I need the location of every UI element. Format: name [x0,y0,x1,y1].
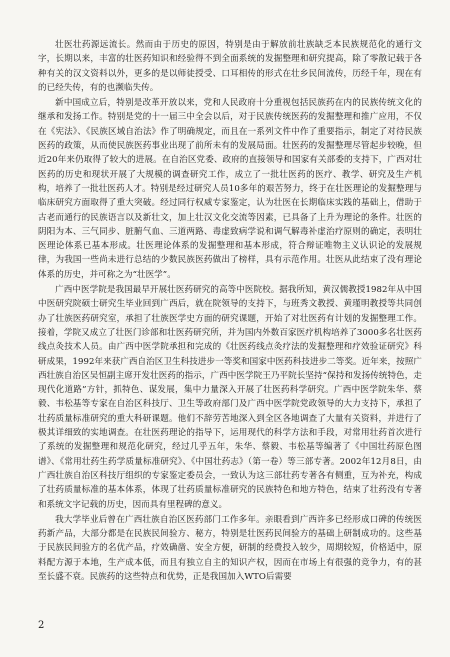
paragraph-1: 壮医壮药源远流长。然而由于历史的原因，特别是由于解放前壮族缺乏本民族规范化的通行文字，长期以来，丰富的壮医药知识和经验得不到全面系统的发掘整理和研究提高，除了零散记载于各种有关的汉文资料以外，更多的是以师徒授受、口耳相传的形式在壮乡民间流传，历经千年，现在有的已经失传，有的也濒临失传。 [38,40,422,93]
paragraph-2: 新中国成立后，特别是改革开放以来，党和人民政府十分重视包括民族药在内的民族传统文化的继承和发扬工作。特别是党的十一届三中全会以后，对于民族传统医药的发掘整理和推广应用，不仅在《宪法》、《民族区域自治法》作了明确规定，而且在一系列文件中作了重要指示，制定了对待民族医药的政策，从而使民族医药事业出现了前所未有的发展局面。壮医药的发掘整理尽管起步较晚，但近20年来仍取得了较大的进展。在自治区党委、政府的直接领导和国家有关部委的支持下，广西对壮医药的历史和现状开展了大规模的调查研究工作，成立了一批壮医药的医疗、教学、研究及生产机构，培养了一批壮医药人才。特别是经过研究人员10多年的艰苦努力，终于在壮医理论的发掘整理与临床研究方面取得了重大突破。经过同行权威专家鉴定，认为壮医在长期临床实践的基础上，借助于古老而通行的民族语言以及新壮文，加上壮汉文化交流等因素，已具备了上升为理论的条件。壮医的阴阳为本、三气同步、脏腑气血、三道两路、毒虚致病学说和调气解毒补虚治疗原则的确定，表明壮医理论体系已基本形成。壮医理论体系的发掘整理和基本形成，符合辩证唯物主义认识论的发展规律，为我国一些尚未进行总结的少数民族医药做出了榜样，具有示范作用。壮医从此结束了没有理论体系的历史，并可称之为“壮医学”。 [38,98,422,280]
paragraph-3: 广西中医学院是我国最早开展壮医药研究的高等中医院校。据我所知，黄汉儒教授1982年从中国中医研究院硕士研究生毕业回到广西后，就在院领导的支持下，与班秀文教授、黄瑾明教授等共同创办了壮族医药研究室，承担了壮族医学史方面的研究课题，开始了对壮医药有计划的发掘整理工作。接着，学院又成立了壮医门诊部和壮医药研究所，并为国内外数百家医疗机构培养了3000多名壮医药线点灸技术人员。由广西中医学院承担和完成的《壮医药线点灸疗法的发掘整理和疗效验证研究》科研成果，1992年来获广西自治区卫生科技进步一等奖和国家中医药科技进步二等奖。近年来，按照广西壮族自治区吴恒副主席开发壮医药的指示，广西中医学院王乃平院长坚持“保持和发扬传统特色，走现代化道路”方针，抓特色、谋发展，集中力量深入开展了壮医药科学研究。广西中医学院朱华、蔡毅、韦松基等专家在自治区科技厅、卫生等政府部门及广西中医学院党政领导的大力支持下，承担了壮药质量标准研究的重大科研课题。他们不辞劳苦地深入到全区各地调查了大量有关资料，并进行了极其详细致的实地调查。在壮医药理论的指导下，运用现代的科学方法和手段，对常用壮药首次进行了系统的发掘整理和规范化研究，经过几乎五年，朱华、蔡毅、韦松基等编著了《中国壮药原色图谱》、《常用壮药生药学质量标准研究》、《中国壮药志》（第一卷）等三部专著。2002年12月8日，由广西壮族自治区科技厅组织的专家鉴定委员会，一致认为这三部壮药专著各有侧重，互为补充，构成了壮药质量标准的基本体系，体现了壮药质量标准研究的民族特色和地方特色，结束了壮药没有专著和系统文字记载的历史，因而具有里程碑的意义。 [38,285,422,510]
paragraph-4: 我大学毕业后曾在广西壮族自治区医药部门工作多年。亲眼看到广西许多已经形成口碑的传统医药新产品，大部分都是在民族民间验方、秘方，特别是壮医药民间验方的基础上研制成功的。这些基于民族民间验方的名优产品，疗效确凿、安全方便，研制的经费投入较少，周期较短，价格适中，原料配方源于本地，生产成本低，而且有独立自主的知识产权，因而在市场上有很强的竞争力，有的甚至长盛不衰。民族药的这些特点和优势，正是我国加入WTO后需要 [38,514,422,582]
page-number: 2 [38,620,45,631]
